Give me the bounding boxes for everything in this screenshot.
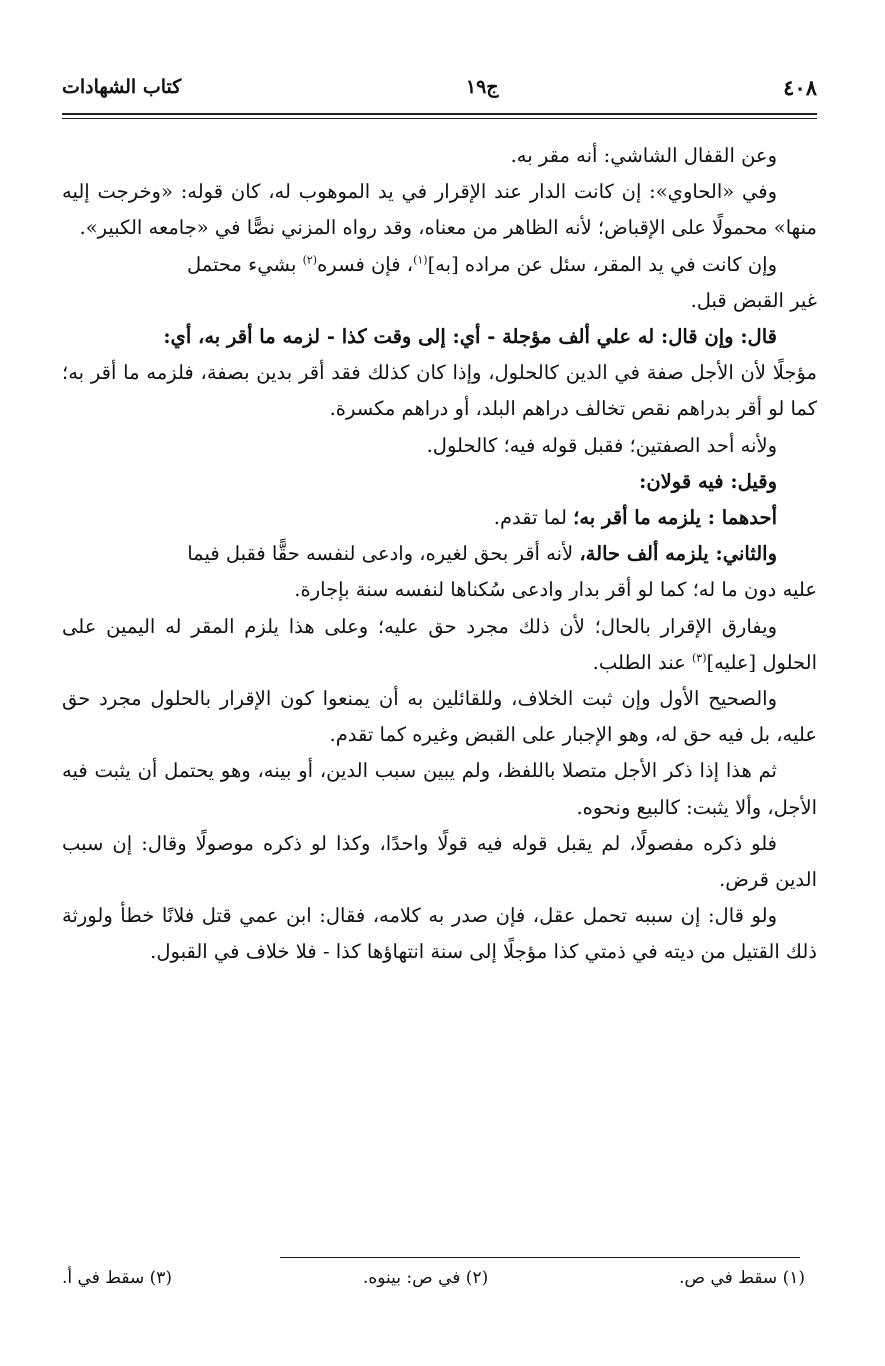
footnote-ref: (٣) [691,651,707,665]
paragraph: والصحيح الأول وإن ثبت الخلاف، وللقائلين به أن يمنعوا كون الإقرار بالحلول مجرد حق عليه، بل فيه حق له، وهو الإجبار على القبض وغيره كما تقدم. [62,687,817,747]
text-run: عند الطلب. [592,650,692,674]
text-run-bold: قال: وإن قال: له علي ألف مؤجلة - أي: إلى وقت كذا - لزمه ما أقر به، أي: [163,325,777,349]
paragraph: ثم هذا إذا ذكر الأجل متصلا باللفظ، ولم يبين سبب الدين، أو بينه، وهو يحتمل أن يثبت فيه الأجل، وألا يثبت: كالبيع ونحوه. [62,759,817,819]
text-run: بشيء محتمل [186,252,303,276]
text-run: وإن كانت في يد المقر، سئل عن مراده [به] [427,252,777,276]
footnotes [62,1268,805,1288]
paragraph: فلو ذكره مفصولًا، لم يقبل قوله فيه قولًا واحدًا، وكذا لو ذكره موصولًا وقال: إن سبب الدين قرض. [62,831,817,892]
footnote: (٣) سقط في أ. [62,1268,173,1288]
page-header [62,70,817,104]
paragraph [62,609,817,681]
footnote-ref: (١) [413,253,428,267]
text-run: ، فإن فسره [317,252,414,276]
footnote-ref: (٢) [302,253,318,267]
paragraph [62,247,817,283]
paragraph: غير القبض قبل. [690,288,817,312]
main-text [62,138,817,971]
paragraph: ولأنه أحد الصفتين؛ فقبل قوله فيه؛ كالحلول. [426,433,777,457]
paragraph [62,536,817,572]
volume-label: ج١٩ [465,76,499,98]
paragraph: وفي «الحاوي»: إن كانت الدار عند الإقرار في يد الموهوب له، كان قوله: «وخرجت إليه منها» محمولًا على الإقباض؛ لأنه الظاهر من معناه، وقد رواه المزني نصًّا في «جامعه الكبير». [62,180,817,240]
header-rule-thick [62,113,817,115]
paragraph: ولو قال: إن سببه تحمل عقل، فإن صدر به كلامه، فقال: ابن عمي قتل فلانًا خطأ ولورثة ذلك القتيل من ديته في ذمتي كذا مؤجلًا إلى سنة انتهاؤها كذا - فلا خلاف في القبول. [62,904,817,964]
paragraph: وعن القفال الشاشي: أنه مقر به. [510,144,777,167]
header-rule-thin [62,118,817,119]
paragraph: عليه دون ما له؛ كما لو أقر بدار وادعى سُكناها لنفسه سنة بإجارة. [294,578,817,602]
text-run: ويفارق الإقرار بالحال؛ لأن ذلك مجرد حق عليه؛ وعلى هذا يلزم المقر له اليمين على الحلول [عليه] [62,614,817,674]
paragraph: مؤجلًا لأن الأجل صفة في الدين كالحلول، وإذا كان كذلك فقد أقر بدين بصفة، فلزمه ما أقر به؛ كما لو أقر بدراهم نقص تخالف دراهم البلد، أو دراهم مكسرة. [62,361,817,421]
book-title: كتاب الشهادات [62,76,182,98]
text-run: لأنه أقر بحق لغيره، وادعى لنفسه حقًّا فقبل فيما [187,542,580,566]
paragraph [62,464,817,500]
footnote: (١) سقط في ص. [679,1268,805,1288]
footnote-rule [280,1257,800,1258]
text-run-bold: والثاني: يلزمه ألف حالة، [579,542,777,566]
text-run-bold: أحدهما : يلزمه ما أقر به؛ [573,506,777,530]
text-run-bold: وقيل: فيه قولان: [639,469,777,493]
paragraph [62,500,817,536]
text-run: لما تقدم. [493,506,574,530]
page-number: ٤٠٨ [783,74,817,100]
footnote: (٢) في ص: بينوه. [362,1268,489,1288]
paragraph [62,319,817,355]
